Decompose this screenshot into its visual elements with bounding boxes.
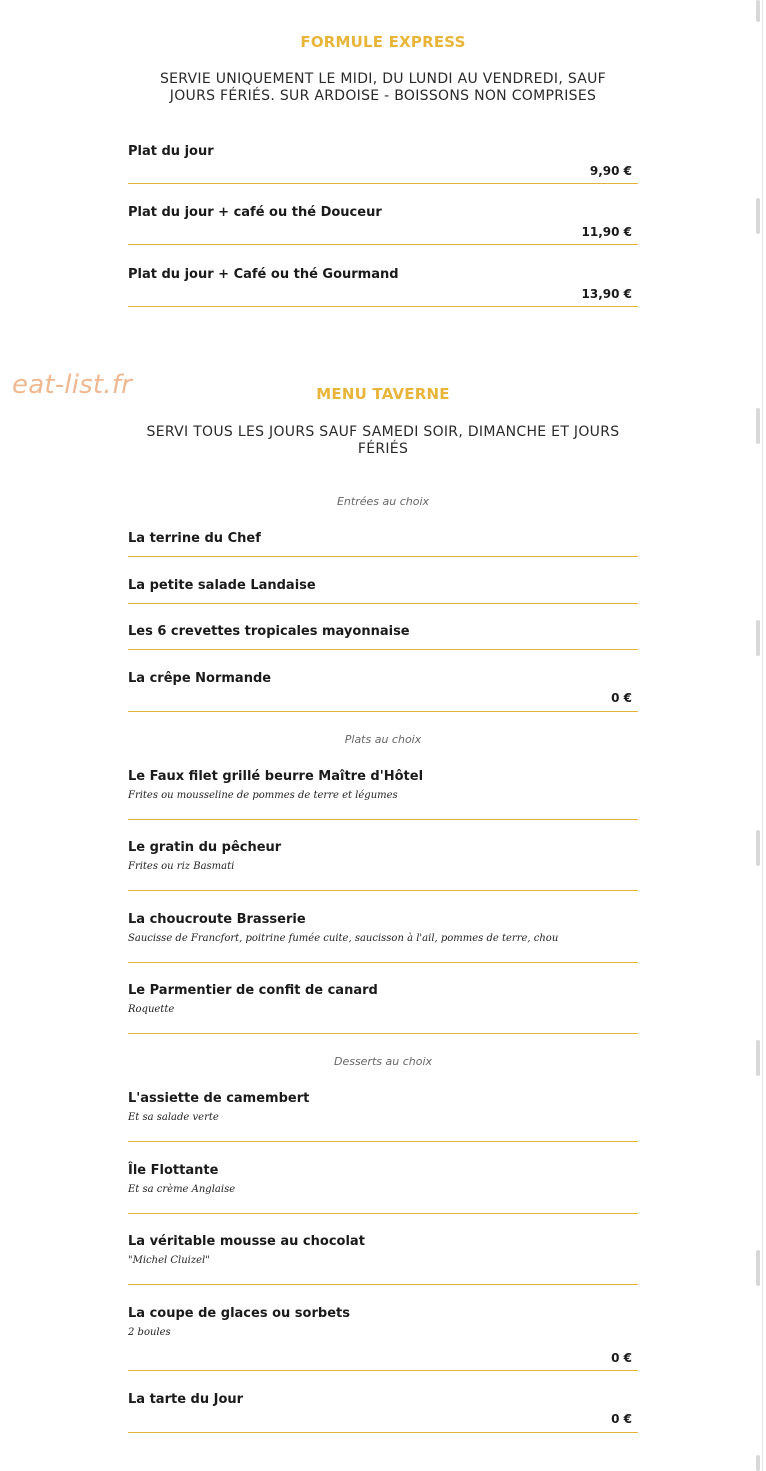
item-name: Le gratin du pêcheur [128,840,282,855]
item-name: Plat du jour + café ou thé Douceur [128,205,382,220]
rail-marker [756,1040,760,1076]
rail-marker [756,0,760,22]
item-description: Frites ou riz Basmati [128,861,235,872]
item-description: Frites ou mousseline de pommes de terre et légumes [128,790,398,801]
item-name: La coupe de glaces ou sorbets [128,1306,350,1321]
menu-item [128,837,638,891]
item-name: Le Parmentier de confit de canard [128,983,378,998]
item-description: Saucisse de Francfort, poitrine fumée cuite, saucisson à l'ail, pommes de terre, chou [128,933,559,944]
menu-item [128,140,638,184]
menu-item [128,909,638,963]
item-name: Île Flottante [128,1163,219,1178]
item-price: 11,90 € [581,225,632,239]
item-name: La tarte du Jour [128,1392,244,1407]
item-price: 0 € [611,1351,632,1365]
item-description: 2 boules [128,1327,171,1338]
entrees-heading: Entrées au choix [336,495,430,508]
rail-marker [756,620,760,656]
item-price: 13,90 € [581,287,632,301]
menu-item [128,201,638,245]
menu-item [128,668,638,712]
menu-item [128,980,638,1034]
menu-item [128,1088,638,1142]
section-title: FORMULE EXPRESS [300,33,466,51]
rail-marker [756,198,760,234]
menu-taverne-header [128,385,638,458]
item-name: Les 6 crevettes tropicales mayonnaise [128,624,410,639]
menu-item [128,621,638,650]
item-name: Le Faux filet grillé beurre Maître d'Hôtel [128,769,424,784]
menu-item [128,1389,638,1433]
item-price: 0 € [611,691,632,705]
item-name: L'assiette de camembert [128,1091,310,1106]
item-price: 0 € [611,1412,632,1426]
item-description: Et sa crème Anglaise [128,1184,236,1195]
rail-marker [756,830,760,866]
item-name: Plat du jour [128,144,214,159]
item-name: La terrine du Chef [128,531,261,546]
rail-marker [756,408,760,444]
item-description: Roquette [128,1004,175,1015]
item-description: Et sa salade verte [128,1112,219,1123]
menu-item [128,1160,638,1214]
item-name: La choucroute Brasserie [128,912,306,927]
section-title: MENU TAVERNE [316,385,450,403]
section-description: SERVIE UNIQUEMENT LE MIDI, DU LUNDI AU VENDREDI, SAUF JOURS FÉRIÉS. SUR ARDOISE - BOISSONS NON COMPRISES [159,71,607,104]
item-name: La crêpe Normande [128,671,272,686]
scroll-rail [762,0,763,1471]
item-description: "Michel Cluizel" [128,1255,210,1266]
formule-express-header [128,33,638,105]
menu-item [128,1231,638,1285]
plats-heading: Plats au choix [344,733,422,746]
menu-item [128,575,638,604]
menu-item [128,1303,638,1371]
item-price: 9,90 € [589,164,632,178]
item-name: La petite salade Landaise [128,578,316,593]
menu-item [128,528,638,557]
item-name: Plat du jour + Café ou thé Gourmand [128,267,399,282]
desserts-heading: Desserts au choix [333,1055,433,1068]
watermark-logo: eat-list.fr [12,370,132,400]
menu-item [128,263,638,307]
rail-marker [756,1250,760,1286]
menu-item [128,766,638,820]
rail-marker [756,1455,760,1471]
item-name: La véritable mousse au chocolat [128,1234,365,1249]
section-description: SERVI TOUS LES JOURS SAUF SAMEDI SOIR, DIMANCHE ET JOURS FÉRIÉS [146,424,620,457]
